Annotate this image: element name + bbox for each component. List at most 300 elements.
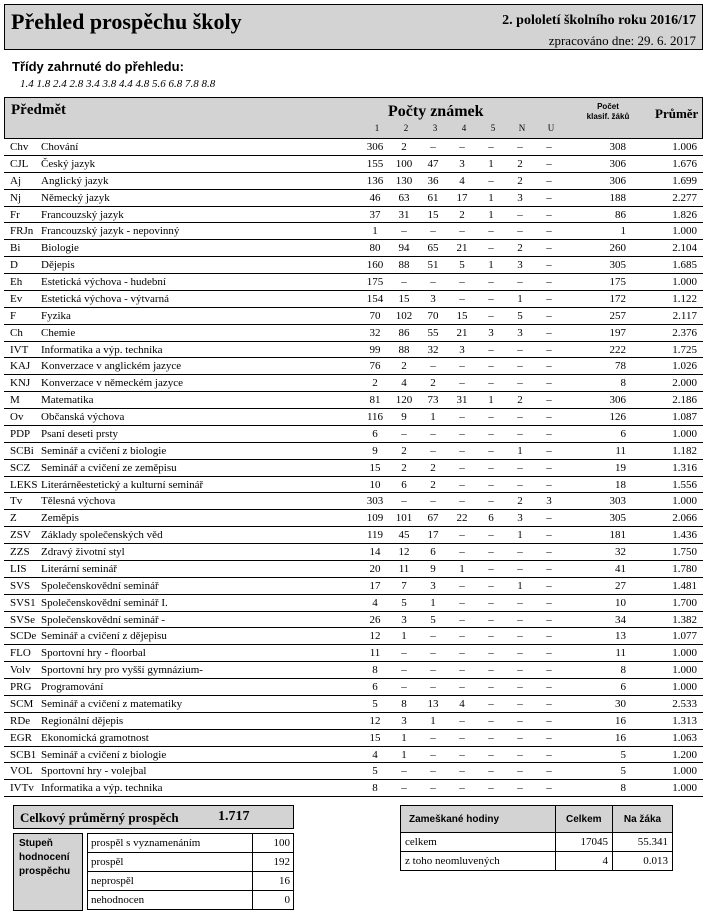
grade-col-header: 1 (374, 123, 380, 133)
grade-count: 61 (427, 191, 439, 204)
subject-code: LIS (10, 562, 27, 575)
table-row (4, 308, 703, 325)
grade-count: 37 (369, 208, 381, 221)
grade-count: 20 (369, 562, 381, 575)
grade-count: – (517, 225, 523, 238)
subject-average: 1.000 (672, 664, 697, 677)
report-header (4, 4, 703, 50)
grade-count: 32 (427, 343, 439, 356)
table-row (4, 291, 703, 308)
grade-count: – (546, 360, 552, 373)
subject-name: Seminář a cvičení z dějepisu (41, 630, 167, 643)
subject-average: 2.066 (672, 512, 697, 525)
grade-count: – (517, 276, 523, 288)
grade-count: 5 (372, 697, 378, 710)
subject-code: Ch (10, 326, 23, 339)
pupil-count: 78 (615, 360, 626, 373)
subject-name: Psaní deseti prsty (41, 427, 118, 440)
pupil-count: 8 (620, 664, 626, 677)
grade-count: 3 (517, 191, 523, 204)
grade-count: – (459, 360, 465, 373)
grade-count: 99 (369, 343, 381, 356)
grade-count: – (546, 748, 552, 761)
grade-count: – (517, 714, 523, 727)
grade-count: – (488, 427, 494, 440)
subject-average: 1.725 (672, 343, 697, 356)
subject-average: 1.077 (672, 630, 697, 643)
grade-level-count: 16 (253, 872, 294, 891)
grade-count: – (459, 579, 465, 592)
grade-count: – (488, 276, 494, 288)
grade-count: – (546, 157, 552, 170)
subject-name: Sportovní hry - volejbal (41, 765, 147, 778)
grade-count: – (488, 664, 494, 677)
grade-count: – (546, 478, 552, 491)
grade-count: 81 (369, 394, 381, 407)
subject-name: Programování (41, 681, 104, 693)
grade-count: 175 (366, 276, 384, 288)
subject-name: Literární seminář (41, 562, 118, 575)
grade-count: 109 (366, 512, 384, 525)
grade-count: – (459, 495, 465, 508)
subject-name: Seminář a cvičení z biologie (41, 748, 167, 761)
grade-count: 101 (395, 512, 413, 525)
grade-count: 8 (372, 782, 378, 795)
grade-count: – (517, 411, 523, 423)
grade-count: – (488, 495, 494, 508)
grade-count: – (546, 343, 552, 356)
table-row (4, 662, 703, 679)
pupil-count: 175 (609, 276, 626, 288)
grade-count: – (459, 225, 465, 238)
grade-count: 76 (369, 360, 381, 373)
grade-col-header: 3 (432, 123, 438, 133)
grade-count: 1 (517, 292, 523, 305)
table-row (4, 493, 703, 510)
pupil-count: 260 (609, 242, 626, 255)
subject-code: KNJ (10, 377, 31, 390)
subject-header: Předmět (11, 102, 66, 118)
classes-title: Třídy zahrnuté do přehledu: (12, 59, 184, 74)
pupil-count: 305 (609, 259, 626, 272)
table-row (88, 872, 294, 891)
pupil-count: 8 (620, 782, 626, 795)
subject-name: Seminář a cvičení z biologie (41, 444, 167, 457)
grade-count: – (517, 478, 523, 491)
grade-count: 55 (427, 326, 439, 339)
table-row (4, 460, 703, 477)
subject-average: 1.063 (672, 731, 697, 744)
table-row (4, 358, 703, 375)
grade-level-name: nehodnocen (88, 891, 253, 910)
grade-count: 3 (459, 157, 465, 170)
pupil-count: 6 (620, 681, 626, 693)
subject-average: 1.000 (672, 276, 697, 288)
grade-count: 1 (488, 208, 494, 221)
table-header (4, 97, 703, 139)
grade-level-line: Stupeň (19, 838, 53, 849)
grade-count: 9 (401, 411, 407, 423)
pupil-count: 306 (609, 157, 626, 170)
grade-count: 70 (427, 309, 439, 322)
table-row (4, 477, 703, 494)
grade-count: – (488, 141, 494, 153)
subject-name: Společenskovědní seminář I. (41, 596, 168, 609)
subject-code: KAJ (10, 360, 31, 373)
grade-count: – (546, 427, 552, 440)
grade-count: – (546, 259, 552, 272)
table-row (4, 443, 703, 460)
subject-average: 1.200 (672, 748, 697, 761)
subject-code: Fr (10, 208, 20, 221)
grade-count: 45 (398, 529, 410, 542)
pupil-count: 30 (615, 697, 626, 710)
subject-code: FLO (10, 647, 31, 660)
grade-count: 6 (372, 427, 378, 440)
grade-count: 15 (456, 309, 468, 322)
subject-code: RDe (10, 714, 31, 727)
absence-total: 17045 (555, 833, 612, 852)
subject-code: IVTv (10, 782, 34, 795)
grade-level-count: 192 (253, 853, 294, 872)
grade-count: – (517, 782, 523, 795)
absence-box (400, 805, 673, 871)
table-row (4, 527, 703, 544)
grade-count: 31 (398, 208, 410, 221)
grade-count: 2 (459, 208, 465, 221)
subject-average: 1.436 (672, 529, 697, 542)
grade-count: 67 (427, 512, 439, 525)
grade-count: – (488, 697, 494, 710)
grade-count: 2 (401, 360, 407, 373)
grade-count: 136 (366, 174, 384, 187)
table-row (401, 852, 673, 871)
subject-name: Český jazyk (41, 157, 96, 170)
grade-count: 5 (430, 613, 436, 626)
table-row (4, 426, 703, 443)
grade-count: 2 (517, 242, 523, 255)
subject-name: Fyzika (41, 309, 71, 322)
grade-count: 14 (369, 546, 381, 558)
counts-header: Počty známek (388, 103, 484, 120)
overall-average-value: 1.717 (218, 809, 250, 824)
grade-count: – (488, 546, 494, 558)
absence-per-pupil: 55.341 (613, 833, 673, 852)
table-row (4, 713, 703, 730)
subject-average: 1.000 (672, 782, 697, 795)
pupil-count: 86 (615, 208, 626, 221)
grade-count: – (459, 731, 465, 744)
subject-average: 1.685 (672, 259, 697, 272)
grade-count: – (430, 765, 436, 778)
grade-count: 2 (372, 377, 378, 390)
classes-list: 1.4 1.8 2.4 2.8 3.4 3.8 4.4 4.8 5.6 6.8 7.8 8.8 (20, 78, 216, 90)
subject-code: SVS1 (10, 596, 36, 609)
grade-count: – (488, 681, 494, 693)
pupil-count: 308 (609, 141, 626, 153)
subject-name: Německý jazyk (41, 191, 110, 204)
subject-average: 2.376 (672, 326, 697, 339)
grade-count: – (517, 765, 523, 778)
grade-count: – (459, 765, 465, 778)
pupil-count: 11 (615, 647, 626, 660)
grade-count: 26 (369, 613, 381, 626)
table-row (4, 612, 703, 629)
grade-count: – (546, 647, 552, 660)
pupil-count: 188 (609, 191, 626, 204)
grade-col-header: N (518, 123, 526, 133)
grade-count: – (430, 748, 436, 761)
grade-count: 2 (517, 157, 523, 170)
subject-code: F (10, 309, 17, 322)
subject-average: 1.316 (672, 461, 697, 474)
grade-count: – (546, 208, 552, 221)
grade-count: – (517, 141, 523, 153)
grade-count: – (488, 562, 494, 575)
pupil-count: 11 (615, 444, 626, 457)
pupils-header (574, 102, 642, 122)
grade-count: – (488, 647, 494, 660)
grade-count: – (459, 596, 465, 609)
grade-count: – (459, 782, 465, 795)
grade-count: – (546, 461, 552, 474)
subject-name: Dějepis (41, 259, 75, 272)
grade-count: 3 (459, 343, 465, 356)
grade-count: 88 (398, 259, 410, 272)
grade-count: – (546, 411, 552, 423)
grade-count: 9 (430, 562, 436, 575)
grade-count: 36 (427, 174, 439, 187)
grade-count: – (546, 242, 552, 255)
grade-count: 1 (401, 731, 407, 744)
absence-per-pupil-header: Na žáka (613, 806, 673, 833)
grade-count: – (546, 782, 552, 795)
grade-count: – (430, 444, 436, 457)
absence-table (400, 805, 673, 871)
grade-count: 2 (517, 394, 523, 407)
grade-count: – (401, 765, 407, 778)
subject-code: Volv (10, 664, 31, 677)
subject-code: CJL (10, 157, 29, 170)
table-row (4, 730, 703, 747)
subject-name: Informatika a výp. technika (41, 782, 163, 795)
grade-count: – (517, 208, 523, 221)
table-row (4, 578, 703, 595)
grade-count: – (488, 714, 494, 727)
table-row (4, 763, 703, 780)
subject-average: 1.556 (672, 478, 697, 491)
grade-count: – (459, 141, 465, 153)
grade-count: 6 (372, 681, 378, 693)
grade-count: 116 (366, 411, 384, 423)
grade-level-name: prospěl s vyznamenáním (88, 834, 253, 853)
subject-average: 1.000 (672, 225, 697, 238)
grade-col-header: 4 (461, 123, 467, 133)
subject-average: 1.826 (672, 208, 697, 221)
grade-count: 155 (366, 157, 384, 170)
subject-name: Sportovní hry - floorbal (41, 647, 146, 660)
subject-average: 1.122 (672, 292, 697, 305)
grade-count: – (401, 225, 407, 238)
grade-count: – (459, 292, 465, 305)
subject-code: D (10, 259, 18, 272)
grade-count: – (488, 731, 494, 744)
grade-count: 2 (430, 461, 436, 474)
table-row (4, 679, 703, 696)
grade-count: 3 (430, 579, 436, 592)
grade-count: 1 (488, 259, 494, 272)
grade-count: 1 (488, 191, 494, 204)
grade-count: 80 (369, 242, 381, 255)
grade-count: – (488, 461, 494, 474)
grade-count: – (459, 613, 465, 626)
grade-count: – (517, 461, 523, 474)
subject-code: SCDe (10, 630, 37, 643)
subject-code: Tv (10, 495, 23, 508)
pupil-count: 10 (615, 596, 626, 609)
grade-count: – (517, 562, 523, 575)
grade-count: – (546, 562, 552, 575)
subject-average: 1.780 (672, 562, 697, 575)
subject-average: 2.186 (672, 394, 697, 407)
subject-code: ZZS (10, 546, 30, 558)
grade-count: – (546, 765, 552, 778)
table-row (4, 240, 703, 257)
subject-code: EGR (10, 731, 32, 744)
pupil-count: 18 (615, 478, 626, 491)
grade-count: – (488, 630, 494, 643)
subject-name: Literárněestetický a kulturní seminář (41, 478, 204, 491)
grade-count: – (546, 444, 552, 457)
pupil-count: 8 (620, 377, 626, 390)
subject-code: SCM (10, 697, 34, 710)
grade-count: – (517, 748, 523, 761)
grade-count: – (488, 748, 494, 761)
pupil-count: 305 (609, 512, 626, 525)
grade-level-count: 0 (253, 891, 294, 910)
grade-count: 86 (398, 326, 410, 339)
subject-name: Seminář a cvičení ze zeměpisu (41, 461, 177, 474)
subjects-table (4, 139, 703, 797)
table-row (4, 342, 703, 359)
grade-count: – (430, 630, 436, 643)
grade-count: – (430, 427, 436, 440)
subject-code: M (10, 394, 20, 407)
subject-name: Informatika a výp. technika (41, 343, 163, 356)
grade-count: – (546, 697, 552, 710)
grade-count: – (517, 360, 523, 373)
pupil-count: 6 (620, 427, 626, 440)
grade-count: 10 (369, 478, 381, 491)
subject-code: SCBi (10, 444, 34, 457)
subject-average: 2.533 (672, 697, 697, 710)
subject-name: Biologie (41, 242, 79, 255)
subject-average: 1.000 (672, 427, 697, 440)
table-row (4, 257, 703, 274)
grade-count: 31 (456, 394, 468, 407)
grade-count: 5 (517, 309, 523, 322)
grade-count: 21 (456, 242, 468, 255)
grade-count: – (546, 292, 552, 305)
grade-count: – (517, 681, 523, 693)
table-row (4, 696, 703, 713)
subject-code: Eh (10, 276, 23, 288)
table-row (88, 853, 294, 872)
grade-count: 1 (517, 444, 523, 457)
grade-count: – (517, 613, 523, 626)
grade-count: – (459, 647, 465, 660)
grade-count: – (459, 377, 465, 390)
grade-count: – (546, 630, 552, 643)
grade-count: 102 (395, 309, 413, 322)
grade-count: – (546, 512, 552, 525)
subject-average: 2.000 (672, 377, 697, 390)
grade-count: – (488, 613, 494, 626)
grade-count: – (488, 242, 494, 255)
subject-average: 1.699 (672, 174, 697, 187)
grade-level-name: neprospěl (88, 872, 253, 891)
grade-count: 4 (372, 596, 378, 609)
grade-count: – (430, 276, 436, 288)
grade-count: – (459, 681, 465, 693)
subject-average: 1.026 (672, 360, 697, 373)
subject-average: 1.006 (672, 141, 697, 153)
grade-count: 1 (488, 157, 494, 170)
subject-name: Zeměpis (41, 512, 79, 525)
subject-name: Občanská výchova (41, 411, 125, 423)
grade-count: 154 (366, 292, 384, 305)
page-title: Přehled prospěchu školy (11, 9, 242, 34)
grade-count: – (546, 394, 552, 407)
grade-count: – (546, 579, 552, 592)
grade-count: – (546, 326, 552, 339)
grade-count: 3 (401, 714, 407, 727)
table-row (4, 173, 703, 190)
grade-count: 4 (401, 377, 407, 390)
subject-code: Ov (10, 411, 24, 423)
grade-count: 5 (459, 259, 465, 272)
grade-count: – (546, 529, 552, 542)
grade-count: 65 (427, 242, 439, 255)
grade-count: 9 (372, 444, 378, 457)
subject-code: SVSe (10, 613, 36, 626)
grade-count: 1 (430, 596, 436, 609)
grade-count: 1 (517, 529, 523, 542)
subject-average: 1.750 (672, 546, 697, 558)
subject-name: Ekonomická gramotnost (41, 731, 149, 744)
grade-count: – (430, 647, 436, 660)
subject-name: Chemie (41, 326, 76, 339)
grade-count: 3 (517, 512, 523, 525)
grade-count: 17 (427, 529, 439, 542)
grade-count: 1 (488, 394, 494, 407)
grade-count: – (546, 377, 552, 390)
subject-code: Ev (10, 292, 23, 305)
grade-col-header: 5 (490, 123, 496, 133)
grade-level-count: 100 (253, 834, 294, 853)
summary-box (13, 805, 294, 911)
grade-count: 12 (398, 546, 410, 558)
subject-code: Bi (10, 242, 21, 255)
absence-header: Zameškané hodiny (401, 806, 556, 833)
grade-count: 130 (395, 174, 413, 187)
grade-col-header: U (547, 123, 555, 133)
grade-count: – (459, 714, 465, 727)
subject-name: Anglický jazyk (41, 174, 109, 187)
grade-count: – (488, 444, 494, 457)
pupil-count: 303 (609, 495, 626, 508)
grade-count: – (459, 529, 465, 542)
